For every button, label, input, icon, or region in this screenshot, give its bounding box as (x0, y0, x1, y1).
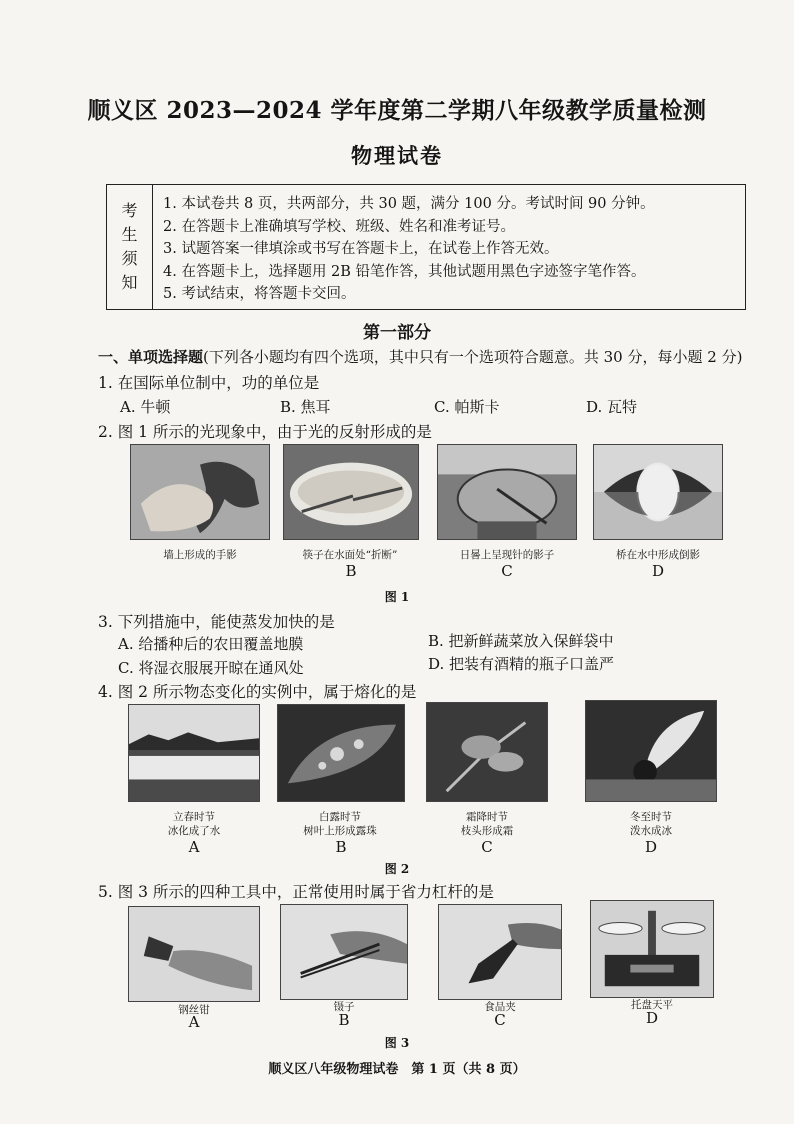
q4-caption-d-line2: 泼水成冰 (630, 825, 672, 837)
section-desc: (下列各小题均有四个选项，其中只有一个选项符合题意。共 30 分，每小题 2 分) (203, 348, 743, 366)
q1-option-a[interactable]: A. 牛顿 (120, 398, 171, 416)
q3-option-a[interactable]: A. 给播种后的农田覆盖地膜 (118, 635, 304, 653)
candidate-notice-box (106, 184, 746, 310)
figure-1-label: 图 1 (384, 590, 410, 604)
q4-caption-a-line1: 立春时节 (173, 811, 215, 823)
notice-item: 3. 试题答案一律填涂或书写在答题卡上，在试卷上作答无效。 (163, 241, 559, 257)
frost-photo (426, 702, 548, 802)
q3-option-c[interactable]: C. 将湿衣服展开晾在通风处 (118, 659, 304, 677)
question-2-stem: 2. 图 1 所示的光现象中，由于光的反射形成的是 (98, 423, 432, 441)
q2-caption-a: 墙上形成的手影 (163, 549, 237, 561)
notice-label-char: 知 (121, 273, 138, 292)
q2-caption-b: 筷子在水面处“折断” (302, 549, 398, 561)
question-5-stem: 5. 图 3 所示的四种工具中，正常使用时属于省力杠杆的是 (98, 883, 494, 901)
notice-label-char: 须 (121, 249, 138, 268)
notice-label (107, 185, 153, 309)
notice-list (163, 193, 655, 306)
q4-caption-b-line1: 白露时节 (319, 811, 361, 823)
q2-option-c[interactable]: C (501, 562, 513, 580)
q1-option-d[interactable]: D. 瓦特 (586, 398, 638, 416)
q4-caption-a-line2: 冰化成了水 (167, 825, 221, 837)
q1-option-c[interactable]: C. 帕斯卡 (434, 398, 500, 416)
notice-item: 1. 本试卷共 8 页，共两部分，共 30 题，满分 100 分。考试时间 90 分钟。 (163, 196, 655, 212)
q4-option-c[interactable]: C (481, 838, 493, 856)
q5-caption-b: 镊子 (333, 1001, 355, 1013)
hand-shadow-photo (130, 444, 270, 540)
q3-option-d[interactable]: D. 把装有酒精的瓶子口盖严 (428, 655, 615, 673)
q2-caption-c: 日晷上呈现针的影子 (459, 549, 555, 561)
q3-option-b[interactable]: B. 把新鲜蔬菜放入保鲜袋中 (428, 632, 614, 650)
wire-pliers-photo (128, 906, 260, 1002)
q4-caption-d-line1: 冬至时节 (630, 811, 672, 823)
q2-option-b[interactable]: B (345, 562, 357, 580)
page-footer: 顺义区八年级物理试卷 第 1 页（共 8 页） (268, 1062, 526, 1077)
figure-3-label: 图 3 (384, 1036, 410, 1050)
q5-caption-a: 钢丝钳 (178, 1004, 210, 1016)
notice-item: 4. 在答题卡上，选择题用 2B 铅笔作答，其他试题用黑色字迹签字笔作答。 (163, 263, 646, 280)
question-4-stem: 4. 图 2 所示物态变化的实例中，属于熔化的是 (98, 683, 417, 701)
q2-caption-d: 桥在水中形成倒影 (616, 549, 700, 561)
bridge-reflection-photo (593, 444, 723, 540)
q5-caption-c: 食品夹 (484, 1001, 516, 1013)
q5-option-d[interactable]: D (645, 1009, 659, 1027)
notice-item: 5. 考试结束，将答题卡交回。 (163, 286, 356, 302)
food-tongs-photo (438, 904, 562, 1000)
q5-caption-d: 托盘天平 (631, 999, 673, 1011)
q5-option-a[interactable]: A (188, 1013, 200, 1031)
section-heading (98, 346, 742, 367)
q2-option-d[interactable]: D (651, 562, 665, 580)
question-3-stem: 3. 下列措施中，能使蒸发加快的是 (98, 613, 335, 631)
tweezers-photo (280, 904, 408, 1000)
notice-label-char: 生 (121, 225, 138, 244)
q5-option-b[interactable]: B (338, 1011, 350, 1029)
ice-melting-photo (128, 704, 260, 802)
q4-caption-c (426, 810, 548, 838)
q4-caption-c-line2: 枝头形成霜 (460, 825, 514, 837)
figure-2-label: 图 2 (384, 862, 410, 876)
q4-caption-a (128, 810, 260, 838)
dew-drops-photo (277, 704, 405, 802)
q4-caption-d (585, 810, 717, 838)
sundial-photo (437, 444, 577, 540)
q4-option-a[interactable]: A (188, 838, 200, 856)
q4-option-d[interactable]: D (644, 838, 658, 856)
q5-option-c[interactable]: C (494, 1011, 506, 1029)
question-1-stem: 1. 在国际单位制中，功的单位是 (98, 374, 320, 392)
water-freezing-photo (585, 700, 717, 802)
chopsticks-in-water-photo (283, 444, 419, 540)
section-title: 一、单项选择题 (98, 348, 204, 366)
exam-subtitle: 物理试卷 (351, 143, 443, 168)
part-title: 第一部分 (363, 323, 431, 343)
q1-option-b[interactable]: B. 焦耳 (280, 398, 331, 416)
q4-caption-b-line2: 树叶上形成露珠 (303, 825, 377, 837)
q4-option-b[interactable]: B (335, 838, 347, 856)
q4-caption-c-line1: 霜降时节 (466, 811, 508, 823)
balance-scale-photo (590, 900, 714, 998)
exam-title: 顺义区 2023—2024 学年度第二学期八年级教学质量检测 (87, 97, 707, 124)
notice-label-char: 考 (121, 201, 138, 220)
q4-caption-b (270, 810, 410, 838)
notice-item: 2. 在答题卡上准确填写学校、班级、姓名和准考证号。 (163, 218, 515, 235)
